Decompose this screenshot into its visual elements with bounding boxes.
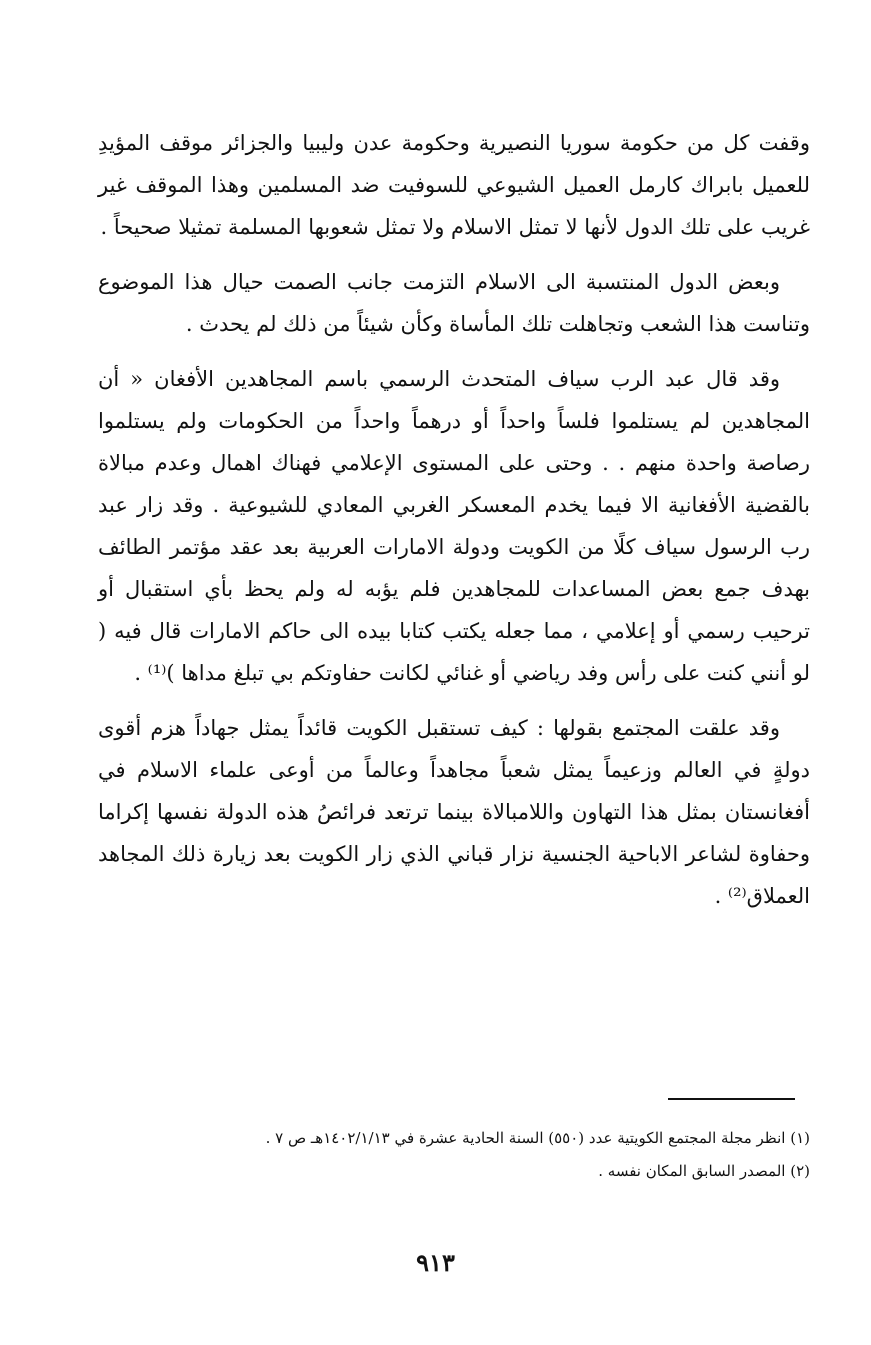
paragraph-3: وقد قال عبد الرب سياف المتحدث الرسمي باسم المجاهدين الأفغان « أن المجاهدين لم يستلموا فلساً واحداً أو درهماً واحداً من الحكومات ولم يستلموا رصاصة واحدة منهم . . وحتى على المستوى الإعلامي فهناك اهمال وعدم مبالاة بالقضية الأفغانية الا فيما يخدم المعسكر الغربي المعادي للشيوعية . وقد زار عبد رب الرسول سياف كلًا من الكويت ودولة الامارات العربية بعد عقد مؤتمر الطائف بهدف جمع بعض المساعدات للمجاهدين فلم يؤبه له ولم يحظ بأي استقبال أو ترحيب رسمي أو إعلامي ، مما جعله يكتب كتابا بيده الى حاكم الامارات قال فيه ( لو أنني كنت على رأس وفد رياضي أو غنائي لكانت حفاوتكم بي تبلغ مداها )⁽¹⁾ . bbox=[98, 367, 810, 685]
paragraph-1: وقفت كل من حكومة سوريا النصيرية وحكومة عدن وليبيا والجزائر موقف المؤيدِ للعميل بابراك كارمل العميل الشيوعي للسوفيت ضد المسلمين وهذا الموقف غير غريب على تلك الدول لأنها لا تمثل الاسلام ولا تمثل شعوبها المسلمة تمثيلا صحيحاً . bbox=[98, 131, 810, 239]
main-text bbox=[98, 122, 810, 930]
paragraph-4: وقد علقت المجتمع بقولها : كيف تستقبل الكويت قائداً يمثل جهاداً هزم أقوى دولةٍ في العالم وزعيماً يمثل شعباً مجاهداً وعالماً من أوعى علماء الاسلام في أفغانستان بمثل هذا التهاون واللامبالاة بينما ترتعد فرائصُ هذه الدولة نفسها إكراما وحفاوة لشاعر الاباحية الجنسية نزار قباني الذي زار الكويت بعد زيارة ذلك المجاهد العملاق⁽²⁾ . bbox=[98, 716, 810, 908]
footnotes bbox=[98, 1122, 810, 1188]
footnote-separator bbox=[668, 1098, 795, 1100]
paragraph-2: وبعض الدول المنتسبة الى الاسلام التزمت جانب الصمت حيال هذا الموضوع وتناست هذا الشعب وتجاهلت تلك المأساة وكأن شيئاً من ذلك لم يحدث . bbox=[98, 270, 810, 336]
footnote-2: (٢) المصدر السابق المكان نفسه . bbox=[598, 1162, 810, 1180]
page-number: ٩١٣ bbox=[416, 1248, 455, 1277]
footnote-1: (١) انظر مجلة المجتمع الكويتية عدد (٥٥٠) السنة الحادية عشرة في ١٤٠٢/١/١٣هـ ص ٧ . bbox=[265, 1129, 810, 1147]
